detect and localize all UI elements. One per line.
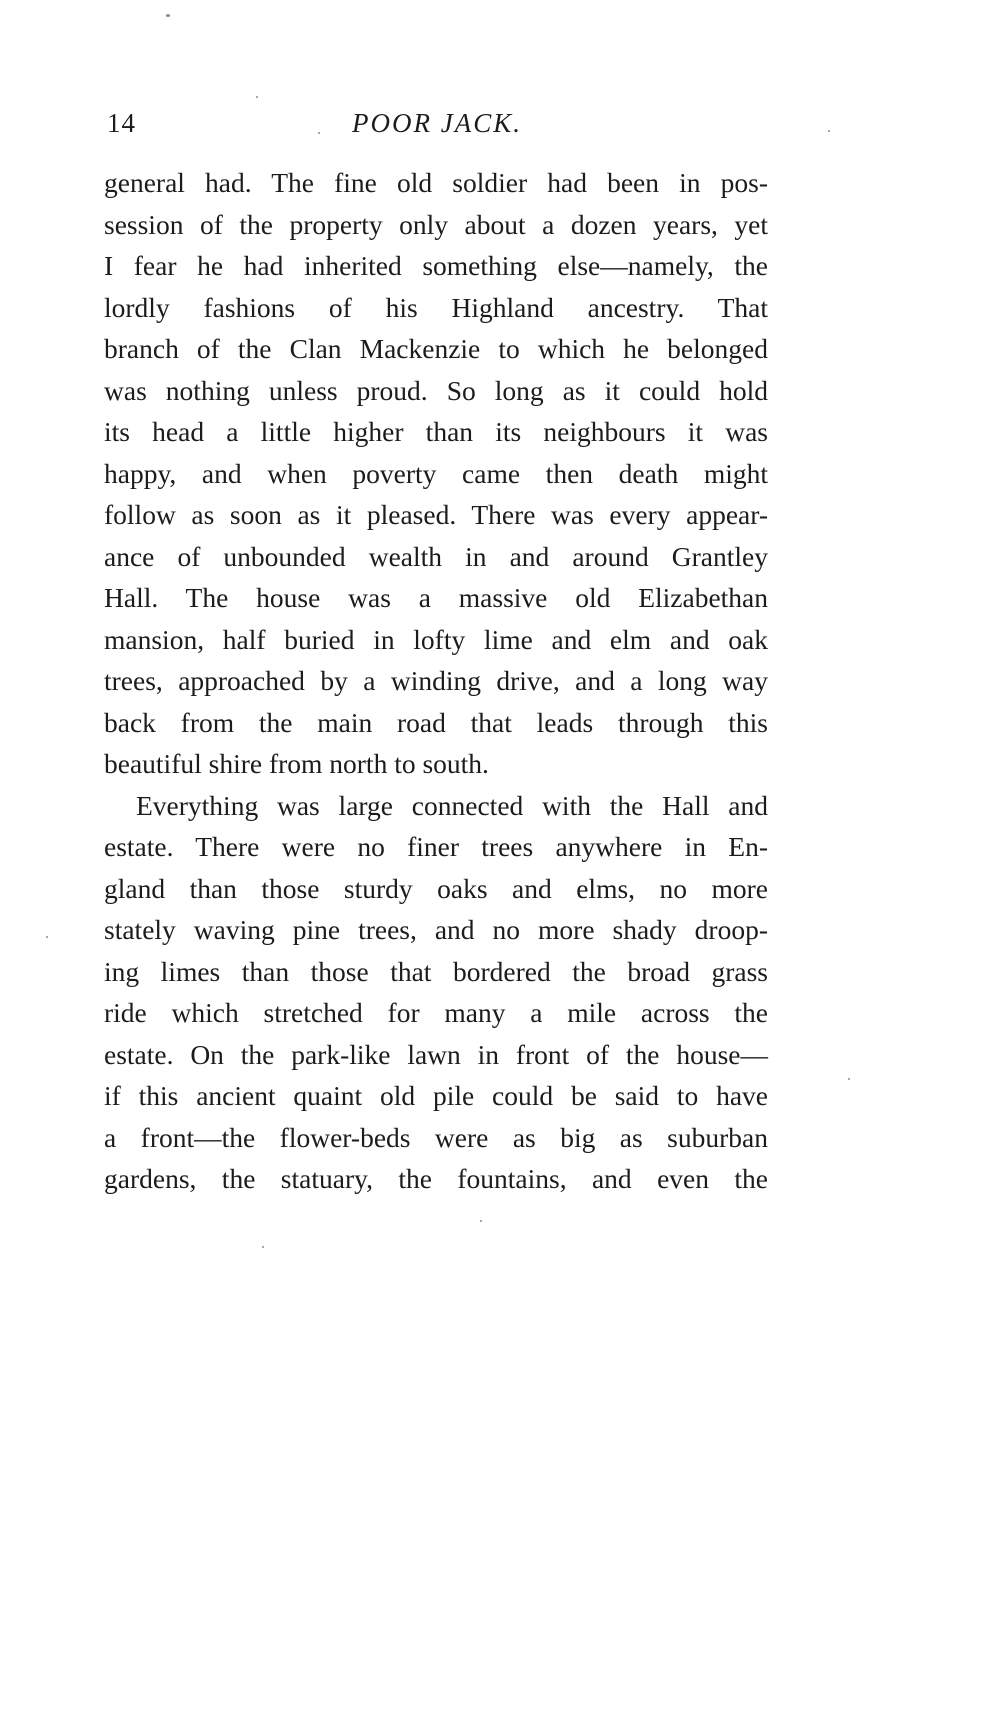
paragraph-2 bbox=[104, 785, 768, 1200]
text-line: lordly fashions of his Highland ancestry. That bbox=[104, 291, 768, 323]
text-line: session of the property only about a dozen years, yet bbox=[104, 208, 768, 240]
text-line: I fear he had inherited something else—namely, the bbox=[104, 250, 768, 281]
scan-speck bbox=[256, 96, 258, 98]
text-line: if this ancient quaint old pile could be said to have bbox=[104, 1080, 768, 1111]
scan-speck bbox=[828, 130, 830, 132]
text-line: estate. On the park-like lawn in front of the house— bbox=[104, 1038, 768, 1070]
scan-speck bbox=[848, 1078, 850, 1080]
text-line: a front—the flower-beds were as big as suburban bbox=[104, 1121, 768, 1153]
text-line: gardens, the statuary, the fountains, and even the bbox=[104, 1163, 768, 1194]
text-line: its head a little higher than its neighbours it was bbox=[104, 416, 768, 447]
text-line: Everything was large connected with the Hall and bbox=[136, 789, 768, 821]
text-line: back from the main road that leads through this bbox=[104, 706, 768, 738]
scan-speck bbox=[318, 132, 320, 134]
running-title: POOR JACK. bbox=[352, 108, 522, 138]
scan-speck bbox=[166, 14, 170, 17]
text-line: trees, approached by a winding drive, and a long way bbox=[104, 665, 768, 696]
text-line: Hall. The house was a massive old Elizabethan bbox=[104, 582, 768, 613]
text-line: follow as soon as it pleased. There was every appear- bbox=[104, 499, 768, 530]
text-line: general had. The fine old soldier had been in pos- bbox=[104, 167, 768, 198]
text-line: gland than those sturdy oaks and elms, no more bbox=[104, 872, 768, 904]
scan-speck bbox=[480, 1220, 482, 1222]
text-line: happy, and when poverty came then death might bbox=[104, 457, 768, 489]
paragraph-1 bbox=[104, 162, 768, 785]
scan-speck bbox=[262, 1246, 264, 1248]
text-line: was nothing unless proud. So long as it could hold bbox=[104, 374, 768, 406]
text-line: mansion, half buried in lofty lime and elm and oak bbox=[104, 623, 768, 655]
text-line: ride which stretched for many a mile across the bbox=[104, 997, 768, 1028]
text-line: ing limes than those that bordered the broad grass bbox=[104, 955, 768, 987]
text-line: estate. There were no finer trees anywhere in En- bbox=[104, 831, 768, 862]
text-line: beautiful shire from north to south. bbox=[104, 748, 489, 779]
text-line: stately waving pine trees, and no more shady droop- bbox=[104, 914, 768, 945]
page-number: 14 bbox=[107, 108, 136, 138]
scan-speck bbox=[46, 936, 48, 938]
text-line: ance of unbounded wealth in and around Grantley bbox=[104, 540, 768, 572]
text-line: branch of the Clan Mackenzie to which he belonged bbox=[104, 333, 768, 364]
body-text bbox=[104, 162, 768, 1200]
page-header bbox=[107, 108, 877, 148]
